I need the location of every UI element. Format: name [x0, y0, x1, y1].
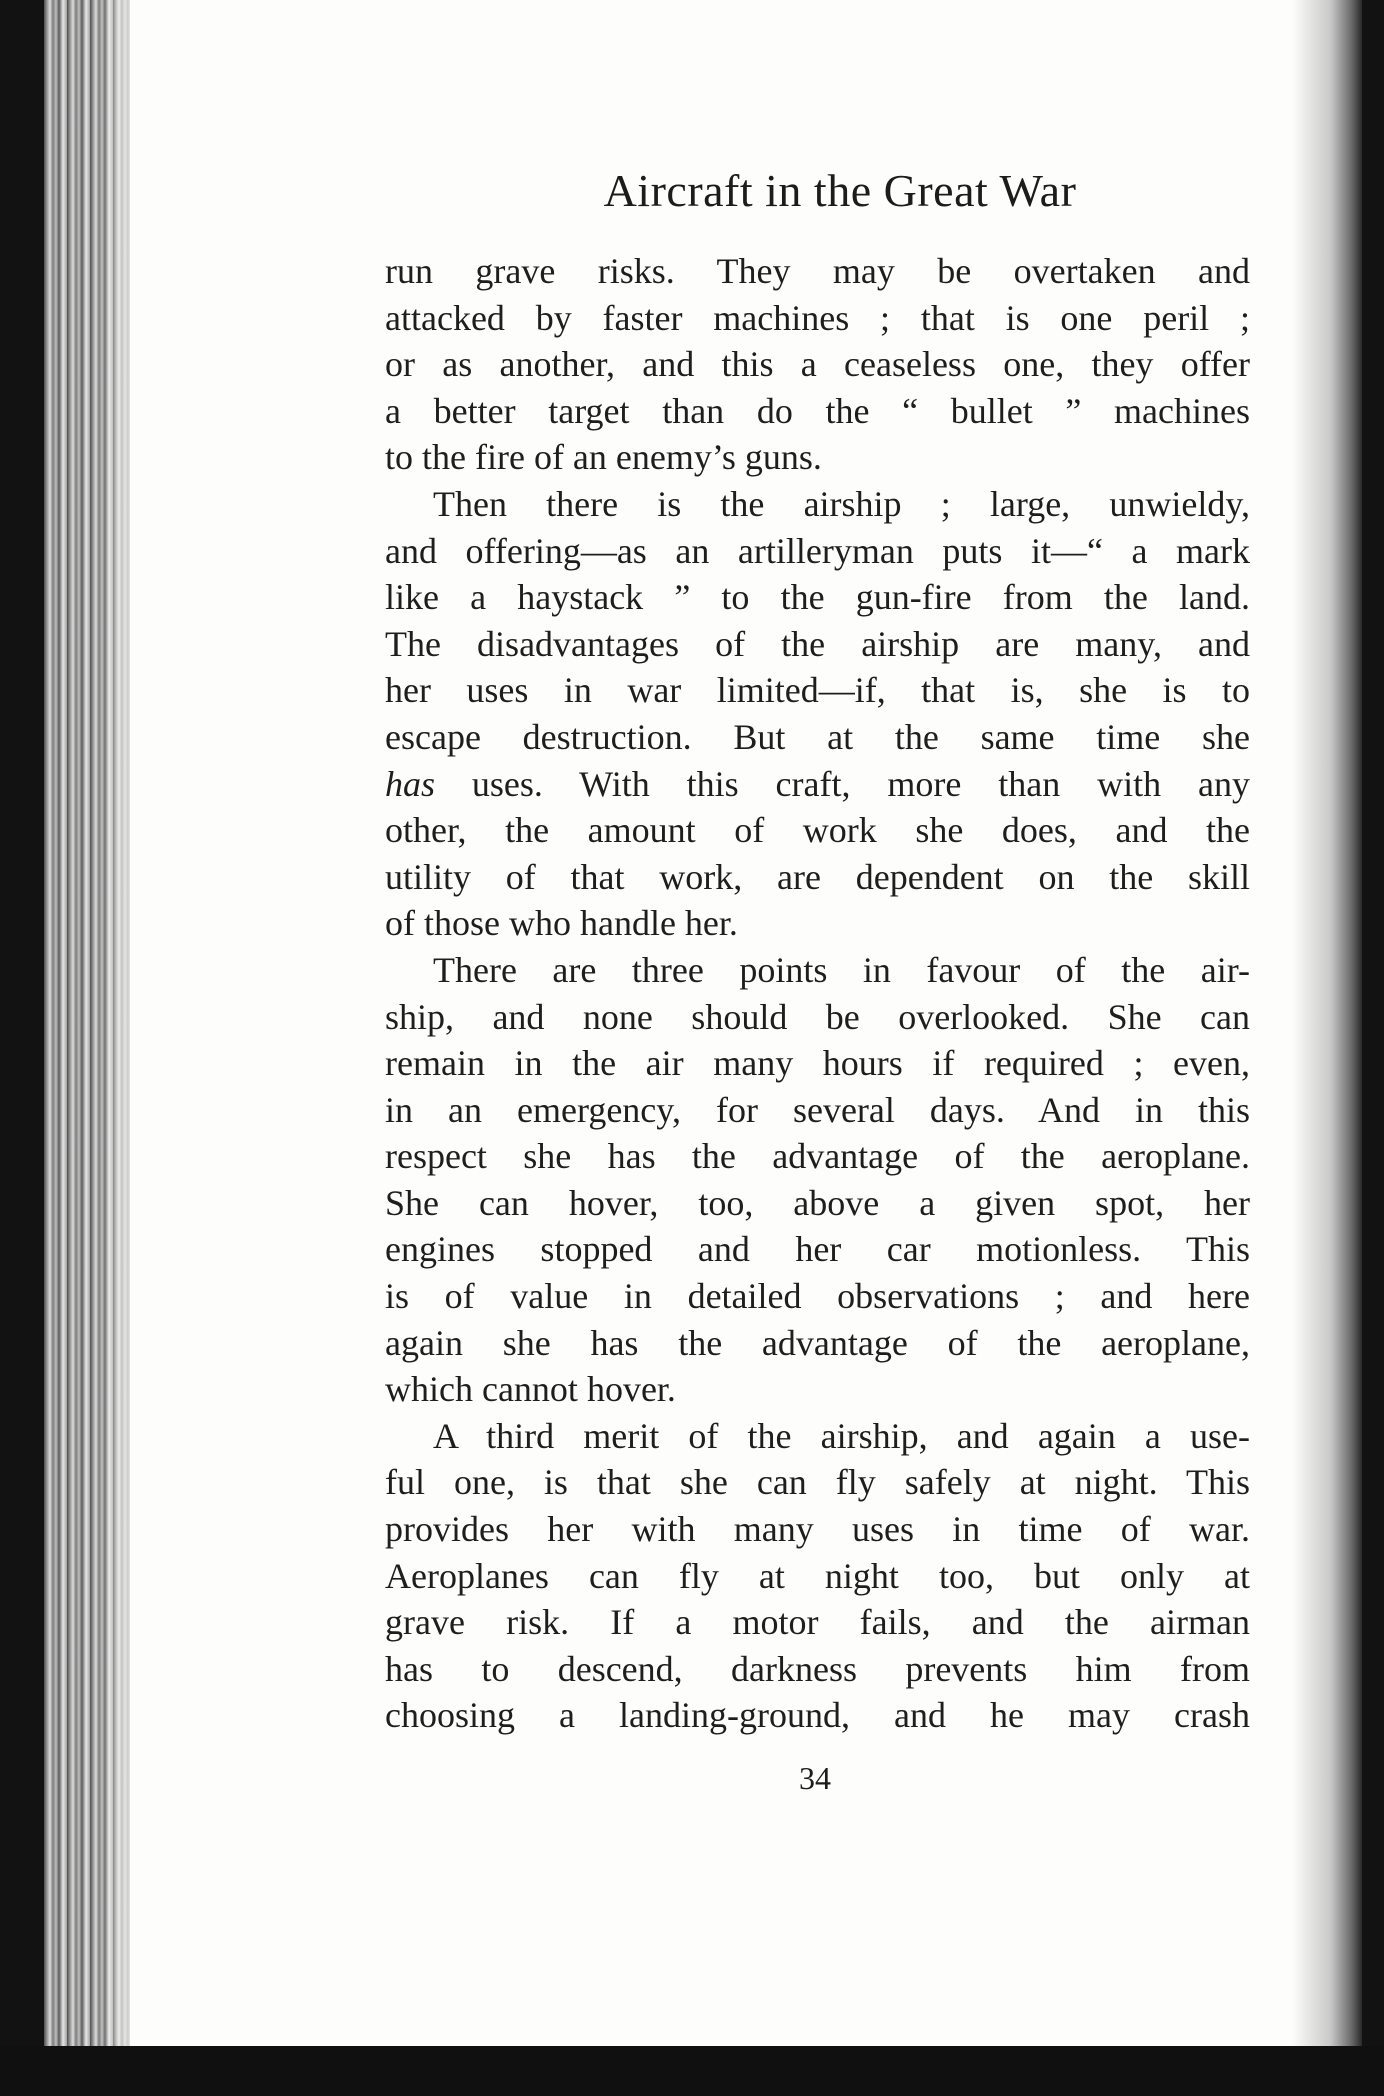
text-line: or as another, and this a ceaseless one, they offer	[385, 344, 1250, 385]
text-line: provides her with many uses in time of war.	[385, 1509, 1250, 1550]
text-line: Then there is the airship ; large, unwieldy,	[433, 483, 1250, 524]
text-line: her uses in war limited—if, that is, she is to	[385, 670, 1250, 711]
text-line: attacked by faster machines ; that is one peril ;	[385, 297, 1250, 338]
text-line-rest: uses. With this craft, more than with any	[471, 763, 1250, 804]
text-line: respect she has the advantage of the aeroplane.	[385, 1136, 1250, 1177]
text-line: run grave risks. They may be overtaken and	[385, 251, 1250, 291]
text-line: ship, and none should be overlooked. She can	[385, 996, 1250, 1037]
paragraph-2	[385, 481, 1250, 947]
text-line: in an emergency, for several days. And in this	[385, 1089, 1250, 1130]
paragraph-4	[385, 1413, 1250, 1739]
text-line-with-italic	[385, 761, 1250, 808]
page-edge-fade	[100, 0, 140, 2046]
text-line: again she has the advantage of the aeroplane,	[385, 1322, 1250, 1363]
text-line: engines stopped and her car motionless. This	[385, 1229, 1250, 1270]
text-line: There are three points in favour of the air-	[433, 949, 1250, 990]
text-line: ful one, is that she can fly safely at night. This	[385, 1462, 1250, 1503]
text-line: of those who handle her.	[385, 903, 738, 944]
scan-bottom-border	[0, 2046, 1384, 2096]
text-line: The disadvantages of the airship are many, and	[385, 623, 1250, 664]
text-line: grave risk. If a motor fails, and the airman	[385, 1602, 1250, 1643]
text-line: escape destruction. But at the same time she	[385, 716, 1250, 757]
text-line: She can hover, too, above a given spot, her	[385, 1182, 1250, 1223]
text-line: choosing a landing-ground, and he may crash	[385, 1695, 1250, 1736]
text-line: and offering—as an artilleryman puts it—“ a mark	[385, 530, 1250, 571]
text-line: which cannot hover.	[385, 1369, 676, 1410]
gutter-shadow-right	[1292, 0, 1362, 2046]
text-line: remain in the air many hours if required ; even,	[385, 1043, 1250, 1084]
italic-word: has	[385, 763, 436, 804]
text-line: like a haystack ” to the gun-fire from the land.	[385, 577, 1250, 618]
text-line: other, the amount of work she does, and the	[385, 810, 1250, 851]
running-head: Aircraft in the Great War	[603, 165, 1077, 216]
text-line: A third merit of the airship, and again a use-	[433, 1415, 1250, 1456]
text-line: is of value in detailed observations ; and here	[385, 1276, 1250, 1317]
text-line: a better target than do the “ bullet ” machines	[385, 390, 1250, 431]
page-number: 34	[799, 1760, 831, 1796]
text-line: Aeroplanes can fly at night too, but only at	[385, 1555, 1250, 1596]
paragraph-3	[385, 947, 1250, 1413]
paragraph-1	[385, 248, 1250, 481]
text-line: has to descend, darkness prevents him from	[385, 1648, 1250, 1689]
text-line: to the fire of an enemy’s guns.	[385, 437, 822, 478]
text-line: utility of that work, are dependent on the skill	[385, 856, 1250, 897]
body-text	[385, 248, 1250, 1739]
